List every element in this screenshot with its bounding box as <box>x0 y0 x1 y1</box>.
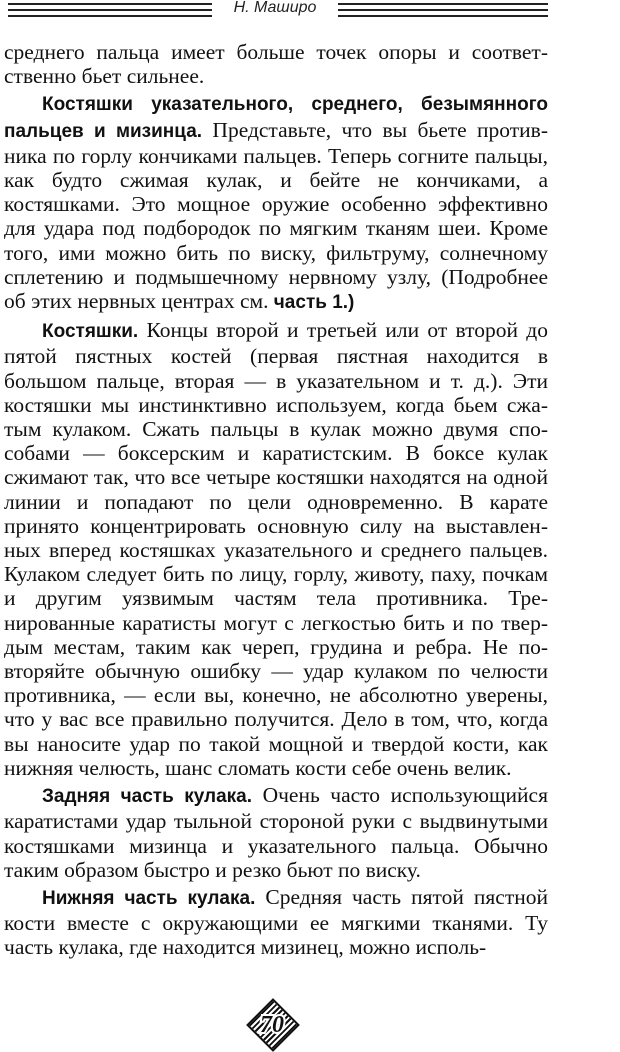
page-number: 70 <box>260 1012 284 1038</box>
paragraph-text: Очень часто использующийся каратистами удар тыльной стороной руки с выдвинутыми костяшками мизинца и указательного пальца. Обычно таким образом быстро и резко бьют по виску. <box>4 783 548 882</box>
paragraph-text: Средняя часть пятой пястной кости вместе с окружающими ее мягкими тканями. Ту часть кулака, где находится мизинец, можно исполь- <box>4 884 549 960</box>
paragraph-heading: Нижняя часть кулака. <box>42 887 256 909</box>
paragraph-continued <box>4 40 548 88</box>
paragraph-text: Концы второй и третьей или от второй до пятой пястных костей (первая пястная находится в большом пальце, вторая — в указательном и т. д.). Эти костяшки мы инстинктивно используем, когда бьем сжатым кулаком. Сжать пальцы в кулак можно двумя способами — боксерским и каратистским. В боксе кулак сжимают так, что все четыре костяшки находятся на одной линии и попадают по цели одновременно. В карате принято концентрировать основную силу на выставленных вперед костяшках указательного и среднего пальцев. Кулаком следует бить по лицу, горлу, животу, паху, почкам и другим уязвимым частям тела противника. Тренированные каратисты могут с легкостью бить и по твердым местам, таким как череп, грудина и ребра. Не повторяйте обычную ошибку — удар кулаком по челюсти противника, — если вы, конечно, не абсолютно уверены, что у вас все правильно получится. Дело в том, что, когда вы наносите удар по такой мощной и твердой кости, как нижняя челюсть, шанс сломать кости себе очень велик. <box>4 318 548 780</box>
part-reference: часть 1.) <box>268 292 355 314</box>
paragraph-heading: Задняя часть кулака. <box>42 786 253 808</box>
paragraph-text: Представьте, что вы бьете противника по горлу кончиками пальцев. Теперь согните пальцы, как будто сжимая кулак, и бейте не кончиками, а костяшками. Это мощное оружие особенно эффективно для удара под подбородок по мягким тканям шеи. Кроме того, ими можно бить по виску, фильтруму, солнечному сплетению и подмышечному нервному узлу, (Подробнее об этих нервных центрах см. <box>4 117 548 314</box>
header-author: Н. Маширо <box>233 0 317 16</box>
body-text <box>4 40 548 963</box>
paragraph-heading: Костяшки указательного, среднего, безымянного пальцев и мизинца. <box>4 94 548 142</box>
paragraph-knuckles <box>4 318 548 780</box>
paragraph-back-fist <box>4 783 548 882</box>
paragraph-knuckles-four-fingers <box>4 91 548 315</box>
running-header <box>0 0 620 20</box>
paragraph-heading: Костяшки. <box>42 321 139 343</box>
paragraph-text: среднего пальца имеет больше точек опоры и соответственно бьет сильнее. <box>4 40 548 89</box>
paragraph-bottom-fist <box>4 885 548 960</box>
page-footer <box>0 998 620 1047</box>
